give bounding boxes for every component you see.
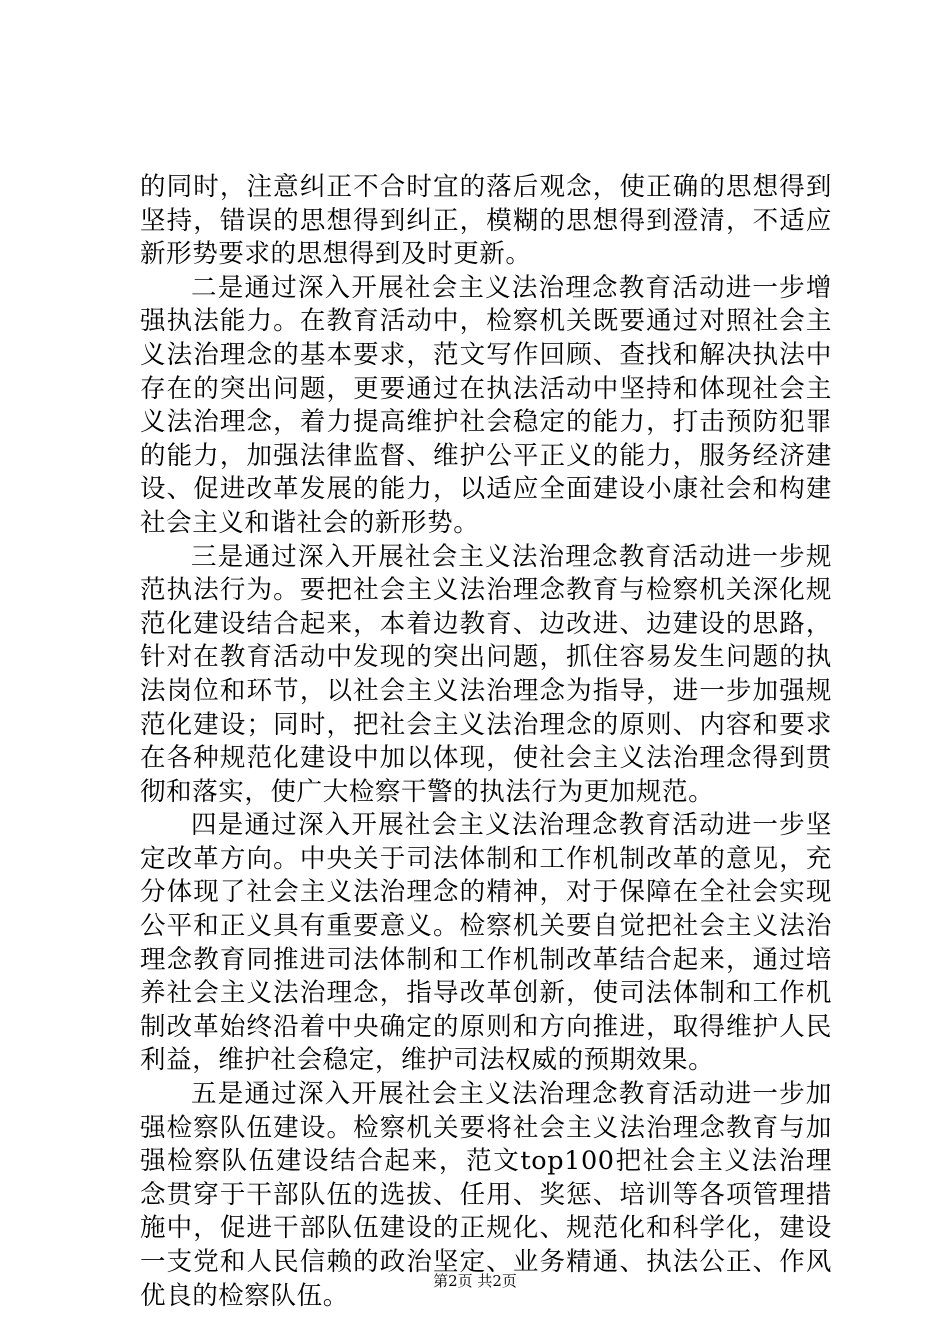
paragraph-continuation: 的同时，注意纠正不合时宜的落后观念，使正确的思想得到坚持，错误的思想得到纠正，模糊的思想得到澄清，不适应新形势要求的思想得到及时更新。 bbox=[140, 172, 832, 270]
paragraph-point-four: 四是通过深入开展社会主义法治理念教育活动进一步坚定改革方向。中央关于司法体制和工作机制改革的意见，充分体现了社会主义法治理念的精神，对于保障在全社会实现公平和正义具有重要意义。检察机关要自觉把社会主义法治理念教育同推进司法体制和工作机制改革结合起来，通过培养社会主义法治理念，指导改革创新，使司法体制和工作机制改革始终沿着中央确定的原则和方向推进，取得维护人民利益，维护社会稳定，维护司法权威的预期效果。 bbox=[140, 810, 832, 1076]
page-number-footer: 第2页 共2页 bbox=[433, 1272, 517, 1290]
paragraph-point-five: 五是通过深入开展社会主义法治理念教育活动进一步加强检察队伍建设。检察机关要将社会主义法治理念教育与加强检察队伍建设结合起来，范文top100把社会主义法治理念贯穿于干部队伍的选拔、任用、奖惩、培训等各项管理措施中，促进干部队伍建设的正规化、规范化和科学化，建设一支党和人民信赖的政治坚定、业务精通、执法公正、作风优良的检察队伍。 bbox=[140, 1079, 832, 1311]
document-body bbox=[140, 171, 832, 1313]
paragraph-point-two: 二是通过深入开展社会主义法治理念教育活动进一步增强执法能力。在教育活动中，检察机关既要通过对照社会主义法治理念的基本要求，范文写作回顾、查找和解决执法中存在的突出问题，更要通过在执法活动中坚持和体现社会主义法治理念，着力提高维护社会稳定的能力，打击预防犯罪的能力，加强法律监督、维护公平正义的能力，服务经济建设、促进改革发展的能力，以适应全面建设小康社会和构建社会主义和谐社会的新形势。 bbox=[140, 272, 832, 538]
paragraph-point-three: 三是通过深入开展社会主义法治理念教育活动进一步规范执法行为。要把社会主义法治理念教育与检察机关深化规范化建设结合起来，本着边教育、边改进、边建设的思路，针对在教育活动中发现的突出问题，抓住容易发生问题的执法岗位和环节，以社会主义法治理念为指导，进一步加强规范化建设；同时，把社会主义法治理念的原则、内容和要求在各种规范化建设中加以体现，使社会主义法治理念得到贯彻和落实，使广大检察干警的执法行为更加规范。 bbox=[140, 541, 832, 807]
